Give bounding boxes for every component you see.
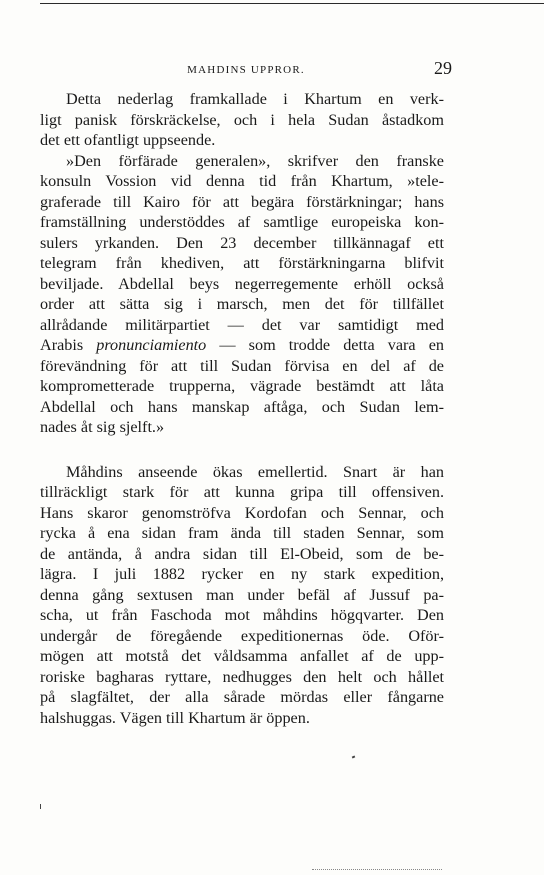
text-line: ligt panisk förskräckelse, och i hela Sudan åstadkom <box>40 110 444 129</box>
text-line: Detta nederlag framkallade i Khartum en verk- <box>66 90 444 108</box>
paragraph-1 <box>40 89 444 151</box>
text-line: halshuggas. Vägen till Khartum är öppen. <box>40 708 310 727</box>
ink-speck <box>352 755 356 758</box>
running-head <box>40 58 452 80</box>
text-line: nades åt sig sjelft.» <box>40 418 165 436</box>
top-rule <box>40 3 544 4</box>
text-fragment: Arabis <box>40 336 97 354</box>
text-line: komprometterade trupperna, vägrade bestämdt att låta <box>40 377 444 395</box>
page-number: 29 <box>434 58 452 78</box>
text-line: graferade till Kairo för att begära förstärkningar; hans <box>40 192 444 211</box>
text-line: Måhdins anseende ökas emellertid. Snart är han <box>66 462 444 481</box>
text-line: det ett ofantligt uppseende. <box>40 131 216 149</box>
text-line: rycka å ena sidan fram ända till staden Sennar, som <box>40 524 444 542</box>
text-line: konsuln Vossion vid denna tid från Khartum, »tele- <box>40 172 444 190</box>
text-line: Hans skaror genomströfva Kordofan och Sennar, och <box>40 503 444 522</box>
text-line <box>40 335 444 356</box>
text-line: framställning understöddes af samtlige europeiska kon- <box>40 213 444 231</box>
text-line: tillräckligt stark för att kunna gripa till offensiven. <box>40 483 444 501</box>
text-line: undergår de föregående expeditionernas öde. Oför- <box>40 626 444 645</box>
text-line: roriske bagharas ryttare, nedhugges den helt och hållet <box>40 667 444 686</box>
italic-term: pronunciamiento <box>96 336 207 354</box>
text-line: denna gång sextusen man under befäl af Jussuf pa- <box>40 585 444 604</box>
text-line: mögen att motstå det våldsamma anfallet af de upp- <box>40 647 444 665</box>
text-line: på slagfältet, der alla sårade mördas eller fångarne <box>40 688 444 706</box>
text-line: sulers yrkanden. Den 23 december tillkännagaf ett <box>40 233 444 252</box>
text-line: »Den förfärade generalen», skrifver den franske <box>66 151 444 170</box>
text-fragment: — som trodde detta vara en <box>206 336 445 354</box>
running-title: MAHDINS UPPROR. <box>187 64 305 76</box>
paragraph-gap <box>40 438 444 462</box>
text-line: beviljade. Abdellal beys negerregemente erhöll också <box>40 274 444 293</box>
paragraph-2 <box>40 151 444 438</box>
text-line: scha, ut från Faschoda mot måhdins högqvarter. Den <box>40 606 444 624</box>
text-line: allrådande militärpartiet — det var samtidigt med <box>40 315 444 334</box>
paragraph-3 <box>40 462 444 729</box>
text-line: de antända, å andra sidan till El-Obeid, som de be- <box>40 544 444 563</box>
text-line: lägra. I juli 1882 rycker en ny stark expedition, <box>40 565 444 583</box>
body-text <box>40 89 444 728</box>
text-line: förevändning för att till Sudan förvisa en del af de <box>40 356 444 375</box>
ink-speck <box>40 804 41 809</box>
text-line: order att sätta sig i marsch, men det för tillfället <box>40 295 444 313</box>
text-line: telegram från khediven, att förstärkningarna blifvit <box>40 254 444 272</box>
text-line: Abdellal och hans manskap aftåga, och Sudan lem- <box>40 397 444 416</box>
bottom-edge-mark <box>312 869 442 871</box>
